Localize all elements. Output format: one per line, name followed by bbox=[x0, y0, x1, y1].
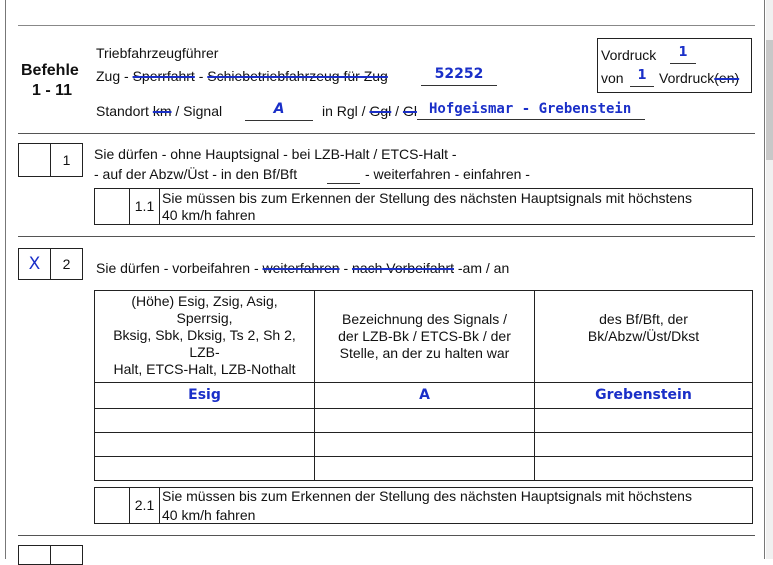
befehl3-number bbox=[50, 545, 83, 565]
table-row4-col3[interactable] bbox=[534, 456, 753, 481]
vordruck-en-strike: (en) bbox=[714, 70, 740, 86]
gleis-slash: / bbox=[391, 103, 403, 119]
signal-label: / Signal bbox=[171, 103, 223, 119]
befehl1-line1: Sie dürfen - ohne Hauptsignal - bei LZB-Halt / ETCS-Halt - bbox=[94, 146, 457, 162]
befehl1-sub-text2: 40 km/h fahren bbox=[162, 207, 256, 223]
befehl1-line2b: - weiterfahren - einfahren - bbox=[365, 166, 530, 182]
befehl2-sub-text2: 40 km/h fahren bbox=[162, 507, 256, 523]
vordruck-suffix bbox=[659, 70, 739, 86]
befehl2-strike-vorbeifahrt: nach Vorbeifahrt bbox=[352, 260, 454, 276]
scrollbar-thumb[interactable] bbox=[766, 40, 773, 160]
zug-number-field[interactable]: 52252 bbox=[421, 66, 497, 86]
standort-line bbox=[96, 103, 222, 119]
vordruck-suffix-text: Vordruck bbox=[659, 70, 715, 86]
befehl3-checkbox[interactable] bbox=[18, 545, 51, 565]
befehle-range: 1 - 11 bbox=[32, 82, 73, 99]
befehl1-number: 1 bbox=[50, 143, 83, 177]
befehl2-text-a: Sie dürfen - vorbeifahren - bbox=[96, 260, 263, 276]
location-field[interactable]: Hofgeismar - Grebenstein bbox=[417, 101, 645, 120]
section-rule-3 bbox=[18, 535, 755, 536]
befehl2-number: 2 bbox=[50, 248, 83, 280]
table-row1-col3[interactable]: Grebenstein bbox=[534, 382, 753, 409]
zug-prefix: Zug - bbox=[96, 68, 133, 84]
table-header-col2: Bezeichnung des Signals / der LZB-Bk / ETCS-Bk / der Stelle, an der zu halten war bbox=[314, 290, 535, 383]
befehl1-sub-text1: Sie müssen bis zum Erkennen der Stellung des nächsten Hauptsignals mit höchstens bbox=[162, 190, 692, 206]
befehl1-sub-checkbox[interactable] bbox=[94, 188, 130, 225]
befehl2-text-b: -am / an bbox=[454, 260, 510, 276]
table-row1-col2[interactable]: A bbox=[314, 382, 535, 409]
vordruck-label: Vordruck bbox=[601, 47, 657, 63]
befehl1-sub-number: 1.1 bbox=[129, 188, 160, 225]
befehl2-strike-weiterfahren: weiterfahren bbox=[262, 260, 340, 276]
vordruck-number-field[interactable]: 1 bbox=[670, 45, 696, 64]
befehl1-checkbox[interactable] bbox=[18, 143, 51, 177]
in-rgl: in Rgl / bbox=[322, 103, 370, 119]
table-header-col3: des Bf/Bft, der Bk/Abzw/Üst/Dkst bbox=[534, 290, 753, 383]
befehl1-line2a: - auf der Abzw/Üst - in den Bf/Bft bbox=[94, 166, 298, 182]
table-header-col1: (Höhe) Esig, Zsig, Asig, Sperrsig, Bksig, Sbk, Dksig, Ts 2, Sh 2, LZB- Halt, ETCS-Halt, LZB-Nothalt bbox=[94, 290, 315, 383]
befehl1-bf-field[interactable] bbox=[327, 166, 360, 184]
form-right-border bbox=[764, 0, 765, 559]
header-line-tf: Triebfahrzeugführer bbox=[96, 45, 219, 61]
table-row3-col1[interactable] bbox=[94, 432, 315, 457]
zug-line bbox=[96, 68, 388, 84]
section-rule-1 bbox=[18, 133, 755, 134]
table-row3-col2[interactable] bbox=[314, 432, 535, 457]
von-number-field[interactable]: 1 bbox=[630, 68, 654, 87]
zug-sep: - bbox=[194, 68, 208, 84]
form-left-border bbox=[5, 0, 6, 559]
ggl-strike: Ggl bbox=[369, 103, 392, 119]
zug-strike-sperrfahrt: Sperrfahrt bbox=[132, 68, 195, 84]
table-row3-col3[interactable] bbox=[534, 432, 753, 457]
von-label: von bbox=[601, 70, 624, 86]
section-rule-2 bbox=[18, 236, 755, 237]
befehl2-text bbox=[96, 260, 509, 276]
table-row4-col2[interactable] bbox=[314, 456, 535, 481]
befehl2-sub-text1: Sie müssen bis zum Erkennen der Stellung des nächsten Hauptsignals mit höchstens bbox=[162, 488, 692, 504]
befehl2-checkbox[interactable] bbox=[18, 248, 51, 280]
befehl2-check-mark: X bbox=[28, 254, 41, 274]
table-row1-col1[interactable]: Esig bbox=[94, 382, 315, 409]
befehl2-sep: - bbox=[339, 260, 353, 276]
table-row2-col3[interactable] bbox=[534, 408, 753, 433]
signal-field[interactable]: A bbox=[245, 101, 313, 121]
table-row2-col2[interactable] bbox=[314, 408, 535, 433]
befehle-label: Befehle bbox=[21, 62, 79, 79]
gl-strike: Gl bbox=[402, 103, 417, 119]
standort-strike-km: km bbox=[152, 103, 172, 119]
zug-strike-schiebe: Schiebetriebfahrzeug für Zug bbox=[207, 68, 388, 84]
top-rule bbox=[18, 25, 755, 26]
befehl2-sub-checkbox[interactable] bbox=[94, 487, 130, 524]
befehl2-sub-number: 2.1 bbox=[129, 487, 160, 524]
table-row2-col1[interactable] bbox=[94, 408, 315, 433]
table-row4-col1[interactable] bbox=[94, 456, 315, 481]
standort-prefix: Standort bbox=[96, 103, 153, 119]
gleis-line bbox=[322, 103, 417, 119]
